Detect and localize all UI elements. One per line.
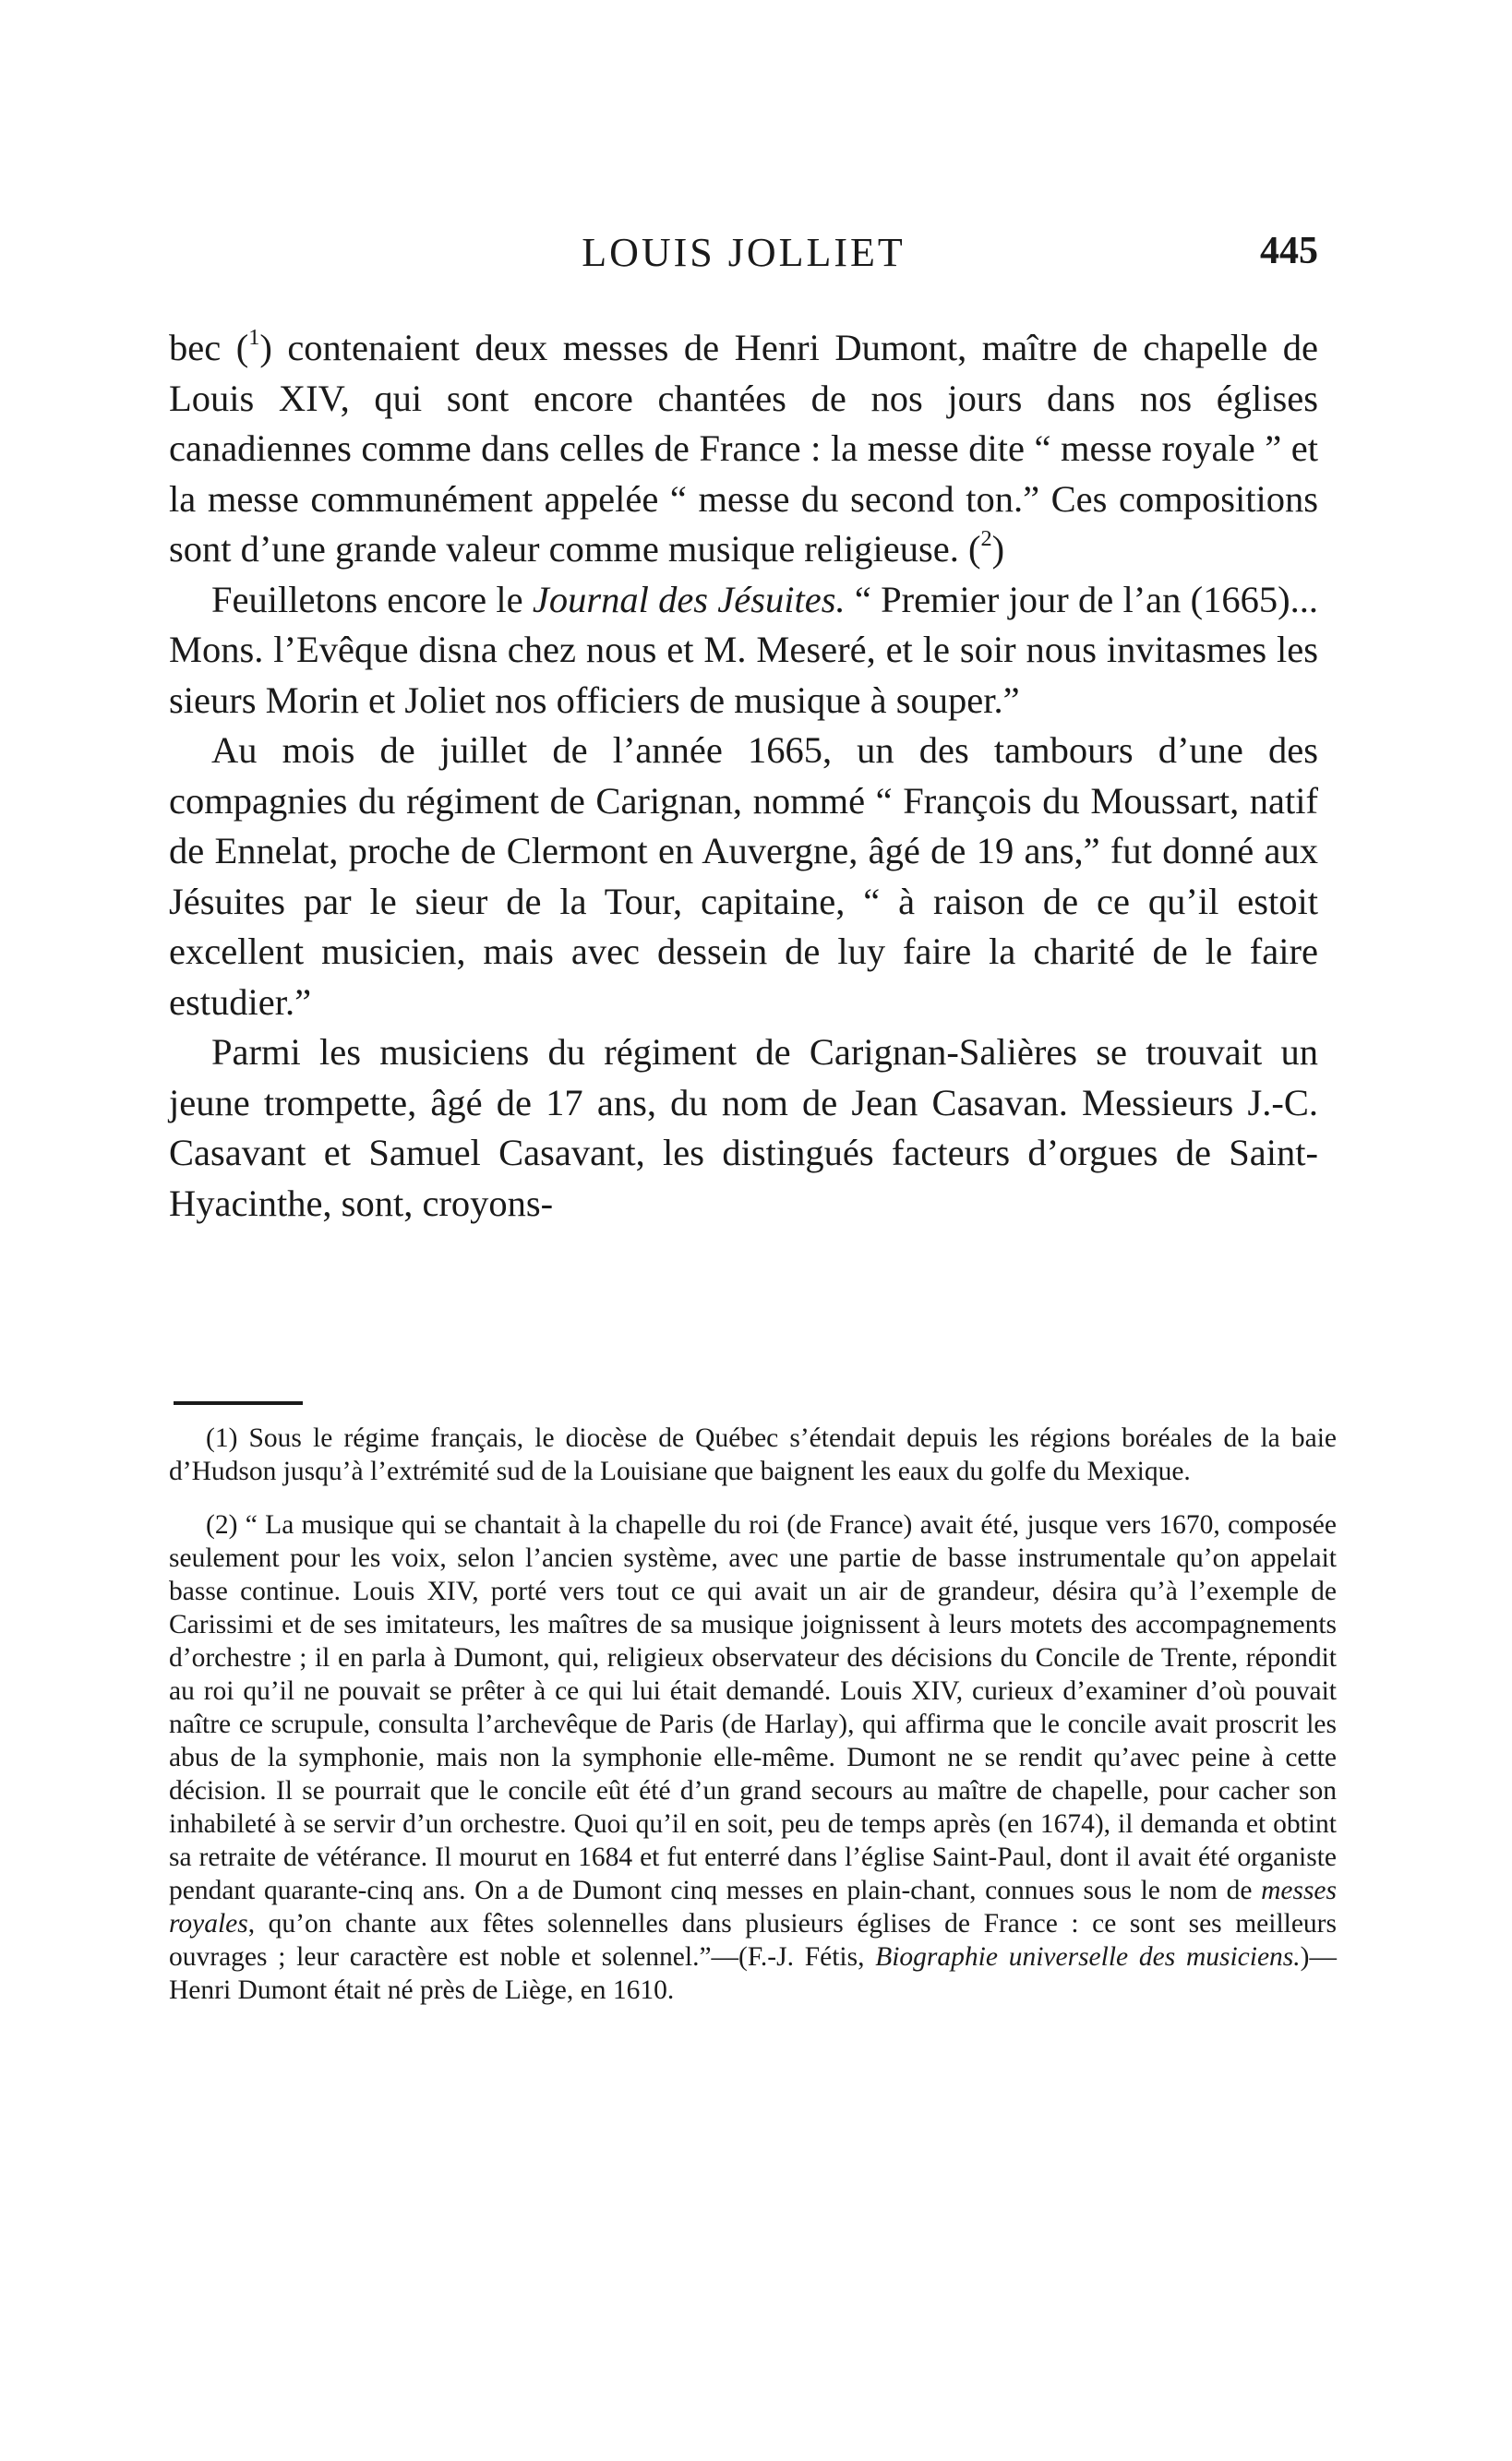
footnote-1: (1) Sous le régime français, le diocèse de Québec s’étendait depuis les régions boréales de la baie d’Hudson jusqu’à l’extrémité sud de la Louisiane que baignent les eaux du golfe du Mexique. [169, 1423, 1337, 1486]
footnotes [169, 1422, 1337, 2007]
footnote-2 [169, 1508, 1337, 2007]
paragraph-1 [169, 323, 1318, 575]
footnote-2-text-a: (2) “ La musique qui se chantait à la chapelle du roi (de France) avait été, jusque vers 1670, composée seulement pour les voix, selon l’ancien système, avec une partie de basse instrumentale qu’on appelait basse continue. Louis XIV, porté vers tout ce qui avait un air de grandeur, désira qu’à l’exemple de Carissimi et de ses imitateurs, les maîtres de sa musique joignissent à leurs motets des accompagnements d’orchestre ; il en parla à Dumont, qui, religieux observateur des décisions du Concile de Trente, répondit au roi qu’il ne pouvait se prêter à ce qui lui était demandé. Louis XIV, curieux d’examiner d’où pouvait naître ce scrupule, consulta l’archevêque de Paris (de Harlay), qui affirma que le concile avait proscrit les abus de la symphonie, mais non la symphonie elle-même. Dumont ne se rendit qu’avec peine à cette décision. Il se pourrait que le concile eût été d’un grand secours au maître de chapelle, pour cacher son inhabileté à se servir d’un orchestre. Quoi qu’il en soit, peu de temps après (en 1674), il demanda et obtint sa retraite de vétérance. Il mourut en 1684 et fut enterré dans l’église Saint-Paul, dont il avait été organiste pendant quarante-cinq ans. On a de Dumont cinq messes en plain-chant, connues sous le nom de [169, 1510, 1337, 1905]
paragraph-1-text-a: bec ( [169, 327, 249, 368]
main-text [169, 323, 1318, 1229]
footnote-ref-2: 2 [980, 526, 992, 551]
journal-title: Journal des Jésuites. [532, 578, 846, 620]
paragraph-3: Au mois de juillet de l’année 1665, un des tambours d’une des compagnies du régiment de Carignan, nommé “ François du Moussart, natif de Ennelat, proche de Clermont en Auvergne, âgé de 19 ans,” fut donné aux Jésuites par le sieur de la Tour, capitaine, “ à raison de ce qu’il estoit excellent musicien, mais avec dessein de luy faire la charité de le faire estudier.” [169, 729, 1318, 1023]
paragraph-2-text-a: Feuilletons encore le [211, 578, 533, 620]
paragraph-1-text-c: ) [991, 528, 1005, 570]
footnote-ref-1: 1 [248, 325, 260, 350]
paragraph-4: Parmi les musiciens du régiment de Carignan-Salières se trouvait un jeune trompette, âgé de 17 ans, du nom de Jean Casavan. Messieurs J.-C. Casavant et Samuel Casavant, les distingués facteurs d’orgues de Saint-Hyacinthe, sont, croyons- [169, 1031, 1318, 1224]
running-header [169, 229, 1318, 284]
footnote-2-italic-1: messes royales [169, 1876, 1337, 1939]
footnote-2-italic-2: Biographie universelle des musiciens. [875, 1942, 1301, 1972]
footnote-2-text-b: , qu’on chante aux fêtes solennelles dans plusieurs églises de France : ce sont ses meilleurs ouvrages ; leur caractère est noble et solennel.”—(F.-J. Fétis, [169, 1909, 1337, 1972]
paragraph-1-text-b: ) contenaient deux messes de Henri Dumont, maître de chapelle de Louis XIV, qui sont encore chantées de nos jours dans nos églises canadiennes comme dans celles de France : la messe dite “ messe royale ” et la messe communément appelée “ messe du second ton.” Ces compositions sont d’une grande valeur comme musique religieuse. ( [169, 327, 1318, 570]
page-number: 445 [1260, 230, 1318, 272]
running-title: LOUIS JOLLIET [582, 230, 906, 275]
footnote-divider [174, 1401, 303, 1405]
footnote-2-text-c: )—Henri Dumont était né près de Liège, en 1610. [169, 1942, 1337, 2005]
paragraph-2 [169, 575, 1318, 726]
paragraph-2-text-b: “ Premier jour de l’an (1665)... Mons. l’Evêque disna chez nous et M. Meseré, et le soir nous invitasmes les sieurs Morin et Joliet nos officiers de musique à souper.” [169, 578, 1318, 721]
